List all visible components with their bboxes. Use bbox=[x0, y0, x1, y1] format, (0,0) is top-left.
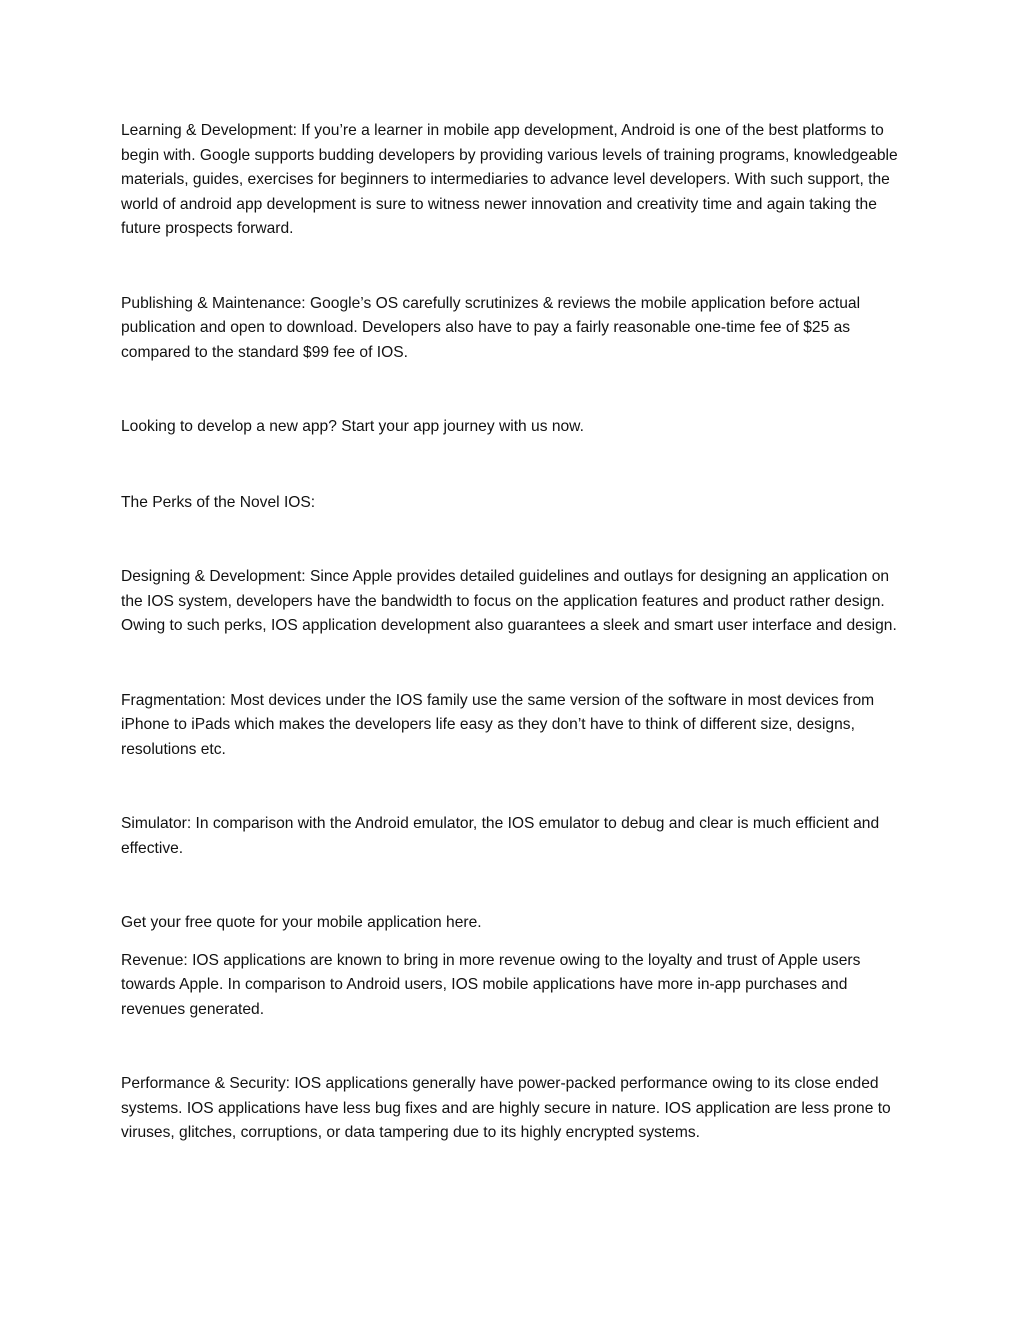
paragraph-revenue: Revenue: IOS applications are known to bring in more revenue owing to the loyalty and trust of Apple users towards Apple. In comparison to Android users, IOS mobile applications have more in-app purchases and revenues generated. bbox=[121, 951, 861, 1018]
paragraph-publishing-maintenance: Publishing & Maintenance: Google’s OS carefully scrutinizes & reviews the mobile application before actual publication and open to download. Developers also have to pay a fairly reasonable one-time fee of $25 as compared to the standard $99 fee of IOS. bbox=[121, 294, 861, 361]
paragraph-free-quote: Get your free quote for your mobile application here. bbox=[121, 914, 482, 931]
paragraph-simulator: Simulator: In comparison with the Android emulator, the IOS emulator to debug and clear is much efficient and effective. bbox=[121, 815, 880, 857]
paragraph-learning-development: Learning & Development: If you’re a learner in mobile app development, Android is one of the best platforms to begin with. Google supports budding developers by providing various levels of training programs, knowledgeable materials, guides, exercises for beginners to intermediaries to advance level developers. With such support, the world of android app development is sure to witness newer innovation and creativity time and again taking the future prospects forward. bbox=[121, 122, 898, 237]
paragraph-performance-security: Performance & Security: IOS applications generally have power-packed performance owing to its close ended systems. IOS applications have less bug fixes and are highly secure in nature. IOS application are less prone to viruses, glitches, corruptions, or data tampering due to its highly encrypted systems. bbox=[121, 1075, 891, 1141]
paragraph-fragmentation: Fragmentation: Most devices under the IOS family use the same version of the software in most devices from iPhone to iPads which makes the developers life easy as they don’t have to think of different size, designs, resolutions etc. bbox=[121, 691, 875, 758]
paragraph-start-app-journey: Looking to develop a new app? Start your app journey with us now. bbox=[121, 418, 584, 435]
document-page bbox=[121, 119, 911, 1146]
paragraph-designing-development: Designing & Development: Since Apple provides detailed guidelines and outlays for designing an application on the IOS system, developers have the bandwidth to focus on the application features and product rather design. Owing to such perks, IOS application development also guarantees a sleek and smart user interface and design. bbox=[121, 568, 897, 634]
paragraph-perks-heading: The Perks of the Novel IOS: bbox=[121, 493, 316, 511]
